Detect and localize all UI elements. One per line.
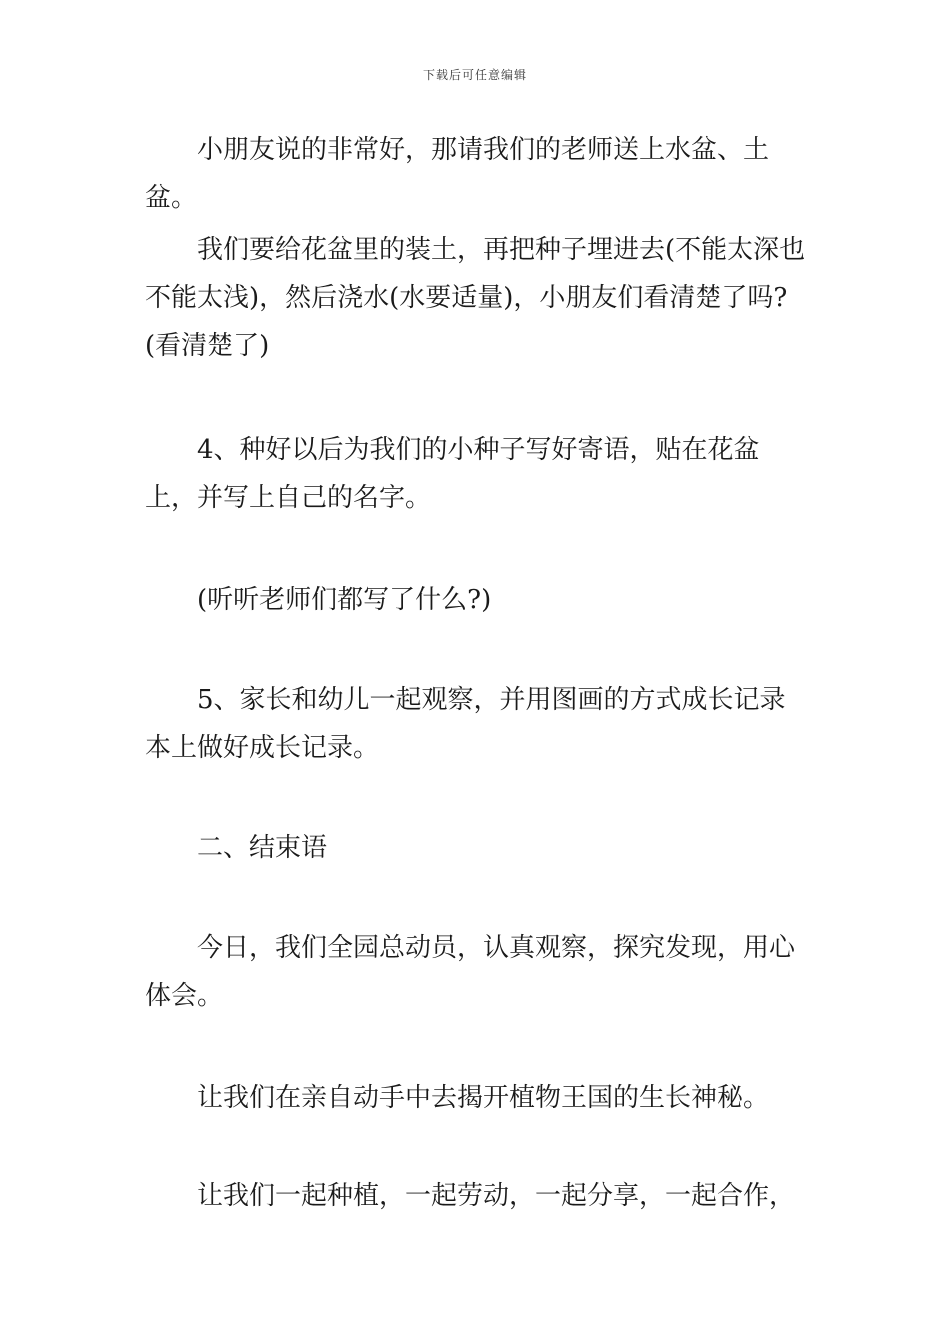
paragraph-7: 让我们在亲自动手中去揭开植物王国的生长神秘。 xyxy=(197,1083,770,1113)
paragraph-8: 让我们一起种植，一起劳动，一起分享，一起合作， xyxy=(197,1181,796,1211)
paragraph-6: 今日，我们全园总动员，认真观察，探究发现，用心体会。 xyxy=(145,933,796,1011)
paragraph-1: 小朋友说的非常好，那请我们的老师送上水盆、土盆。 xyxy=(145,135,770,213)
paragraph-5: 5、家长和幼儿一起观察，并用图画的方式成长记录本上做好成长记录。 xyxy=(145,685,786,763)
paragraph-2: 我们要给花盆里的装土，再把种子埋进去(不能太深也不能太浅)，然后浇水(水要适量)，小朋友们看清楚了吗?(看清楚了) xyxy=(145,235,806,361)
section-heading-conclusion: 二、结束语 xyxy=(197,833,328,863)
paragraph-4: (听听老师们都写了什么?) xyxy=(197,585,492,615)
paragraph-3: 4、种好以后为我们的小种子写好寄语，贴在花盆上，并写上自己的名字。 xyxy=(145,435,760,513)
page-header-note: 下载后可任意编辑 xyxy=(422,68,527,82)
